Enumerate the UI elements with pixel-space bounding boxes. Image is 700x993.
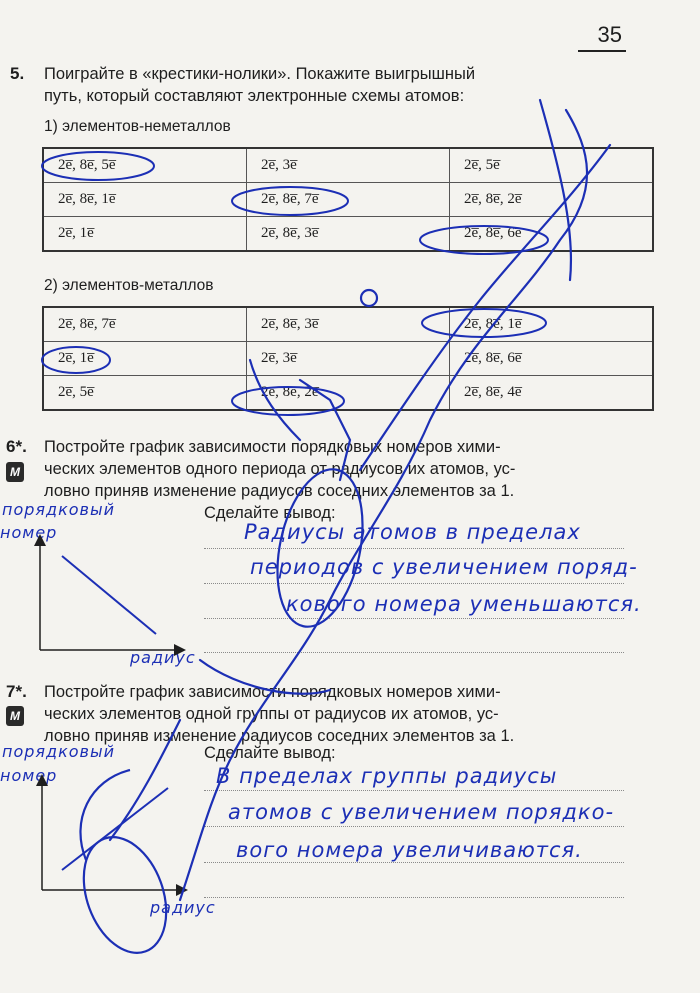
task-6-x-axis-label: радиус (130, 648, 196, 667)
task-7-y-axis-label2: номер (0, 766, 58, 785)
task-7-number: 7*. (6, 682, 27, 701)
task-6-text-line2: ческих элементов одного периода от радиусов их атомов, ус- (44, 460, 516, 478)
task-7-graph-line (62, 788, 168, 870)
grid-cell[interactable]: 2e̅, 5e̅ (450, 148, 654, 183)
grid-cell[interactable]: 2e̅, 8e̅, 2e̅ (450, 183, 654, 217)
task-5-number: 5. (10, 64, 25, 83)
task-6-answer-line1: Радиусы атомов в пределах (244, 520, 581, 544)
task-6-y-axis-label2: номер (0, 523, 58, 542)
grid-cell[interactable]: 2e̅, 8e̅, 6e̅ (450, 217, 654, 252)
grid-cell[interactable]: 2e̅, 8e̅, 3e̅ (247, 307, 450, 342)
task-6-answer-line2: периодов с увеличением поряд- (250, 555, 638, 579)
task-5-part1-label: 1) элементов-неметаллов (44, 118, 231, 135)
task-7-answer-line1: В пределах группы радиусы (216, 764, 558, 788)
grid-cell[interactable]: 2e̅, 8e̅, 3e̅ (247, 217, 450, 252)
task-7-answer-line3: вого номера увеличиваются. (236, 838, 583, 862)
grid-cell[interactable]: 2e̅, 3e̅ (247, 148, 450, 183)
task-6-conclusion-label: Сделайте вывод: (204, 504, 336, 522)
methodology-icon: M (6, 462, 24, 482)
task-7-answer-line2: атомов с увеличением порядко- (228, 800, 615, 824)
page-number: 35 (597, 22, 622, 47)
grid-cell[interactable]: 2e̅, 8e̅, 5e̅ (43, 148, 247, 183)
task-7-x-axis-label: радиус (150, 898, 216, 917)
nonmetals-winning-ovals (42, 152, 548, 254)
grid-cell[interactable]: 2e̅, 8e̅, 2e̅ (247, 376, 450, 411)
methodology-icon: M (6, 706, 24, 726)
task-6-answer-line3: кового номера уменьшаются. (286, 592, 642, 616)
task-6-graph-line (62, 556, 156, 634)
task-5-text-line1: Поиграйте в «крестики-нолики». Покажите выигрышный (44, 65, 476, 83)
task-7-text-line2: ческих элементов одной группы от радиусов их атомов, ус- (44, 705, 499, 723)
grid-cell[interactable]: 2e̅, 8e̅, 1e̅ (450, 307, 654, 342)
grid-cell[interactable]: 2e̅, 8e̅, 7e̅ (247, 183, 450, 217)
task-7-text-line3: ловно приняв изменение радиусов соседних элементов за 1. (44, 727, 515, 745)
task-6-text-line1: Постройте график зависимости порядковых номеров хими- (44, 438, 501, 456)
grid-cell[interactable]: 2e̅, 1e̅ (43, 342, 247, 376)
task-6-number: 6*. (6, 437, 27, 456)
task-6-text-line3: ловно приняв изменение радиусов соседних элементов за 1. (44, 482, 515, 500)
task-6-y-axis-label1: порядковый (2, 500, 116, 519)
grid-cell[interactable]: 2e̅, 3e̅ (247, 342, 450, 376)
grid-cell[interactable]: 2e̅, 1e̅ (43, 217, 247, 252)
grid-cell[interactable]: 2e̅, 8e̅, 1e̅ (43, 183, 247, 217)
task-7-axes (42, 780, 182, 890)
grid-cell[interactable]: 2e̅, 5e̅ (43, 376, 247, 411)
grid-cell[interactable]: 2e̅, 8e̅, 6e̅ (450, 342, 654, 376)
task-7-conclusion-label: Сделайте вывод: (204, 744, 336, 762)
task-5-part2-label: 2) элементов-металлов (44, 277, 214, 294)
metals-winning-ovals (42, 309, 546, 415)
grid-cell[interactable]: 2e̅, 8e̅, 4e̅ (450, 376, 654, 411)
grid-cell[interactable]: 2e̅, 8e̅, 7e̅ (43, 307, 247, 342)
task-5-text-line2: путь, который составляют электронные схемы атомов: (44, 87, 465, 105)
task-7-text-line1: Постройте график зависимости порядковых номеров хими- (44, 683, 501, 701)
task-7-y-axis-label1: порядковый (2, 742, 116, 761)
